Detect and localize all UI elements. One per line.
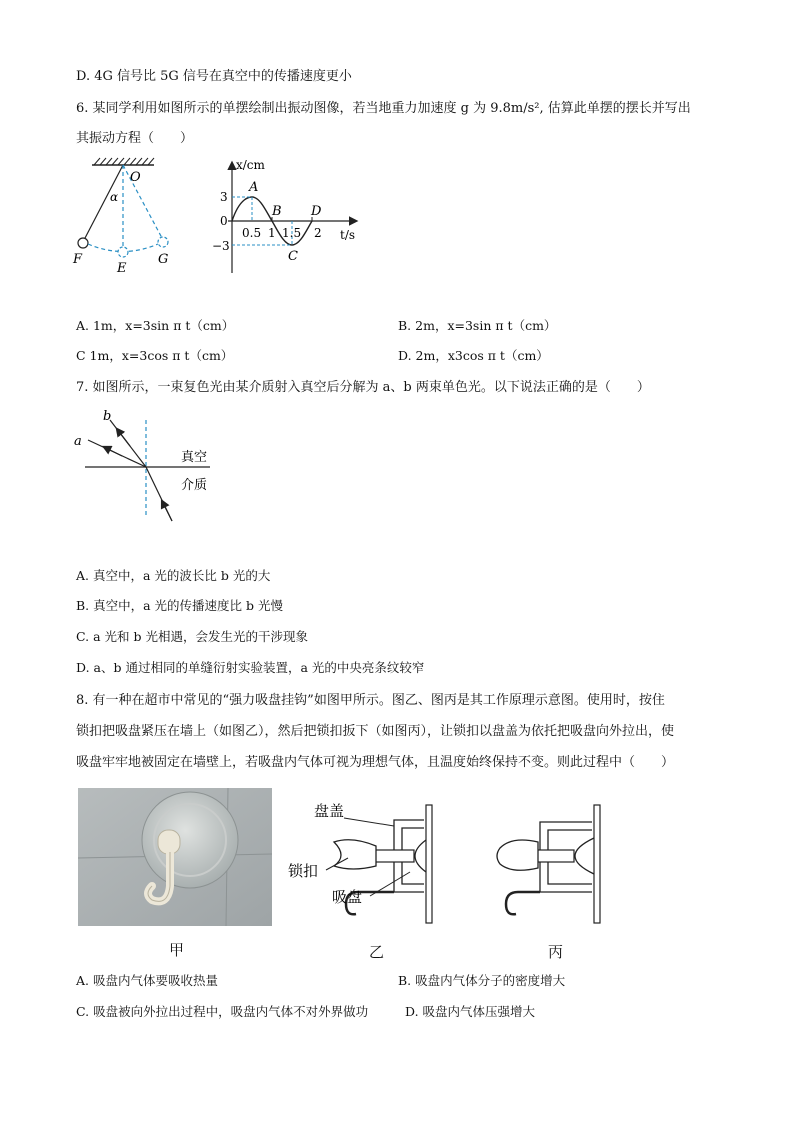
q6-stem-line2: 其振动方程（ ）: [76, 131, 194, 146]
label-g: G: [158, 252, 169, 267]
label-pangai: 盘盖: [314, 802, 345, 820]
caption-yi: 乙: [369, 943, 385, 961]
q5-option-d: D. 4G 信号比 5G 信号在真空中的传播速度更小: [76, 69, 352, 84]
medium-label: 介质: [181, 478, 208, 493]
pendulum-figure: [70, 155, 190, 280]
refraction-figure: [70, 405, 220, 525]
q7-option-b[interactable]: B. 真空中，a 光的传播速度比 b 光慢: [76, 598, 284, 613]
y-axis-label: x/cm: [236, 158, 265, 172]
q7-option-c[interactable]: C. a 光和 b 光相遇，会发生光的干涉现象: [76, 629, 308, 644]
caption-bing: 丙: [548, 943, 564, 961]
q6-option-a[interactable]: A. 1m，x=3sin π t（cm）: [76, 318, 235, 333]
q8-stem-line1: 8. 有一种在超市中常见的“强力吸盘挂钩”如图甲所示。图乙、图丙是其工作原理示意图。使用时，按住: [76, 693, 665, 708]
tick-t05: 0.5: [242, 226, 262, 240]
point-b-label: B: [272, 204, 282, 219]
tick-t2: 2: [314, 226, 322, 240]
label-suokou: 锁扣: [288, 862, 319, 880]
diagram-yi: [286, 800, 446, 935]
label-xipan: 吸盘: [332, 888, 363, 906]
diagram-bing: [486, 800, 616, 935]
q8-option-a[interactable]: A. 吸盘内气体要吸收热量: [76, 973, 218, 988]
ray-b-label: b: [103, 409, 112, 424]
q7-option-a[interactable]: A. 真空中，a 光的波长比 b 光的大: [76, 568, 271, 583]
q6-option-b[interactable]: B. 2m，x=3sin π t（cm）: [398, 318, 557, 333]
suction-hook-photo: [78, 788, 272, 926]
q8-option-c[interactable]: C. 吸盘被向外拉出过程中，吸盘内气体不对外界做功: [76, 1004, 369, 1019]
tick-y3: 3: [220, 190, 228, 204]
tick-y0: 0: [220, 214, 228, 228]
caption-jia: 甲: [169, 941, 185, 959]
q8-stem-line3: 吸盘牢牢地被固定在墙壁上，若吸盘内气体可视为理想气体，且温度始终保持不变。则此过程中（ ）: [76, 755, 675, 770]
label-alpha: α: [110, 190, 119, 204]
q8-option-b[interactable]: B. 吸盘内气体分子的密度增大: [398, 973, 566, 988]
q7-stem: 7. 如图所示，一束复色光由某介质射入真空后分解为 a、b 两束单色光。以下说法正确的是（ ）: [76, 380, 650, 395]
q6-option-c[interactable]: C 1m，x=3cos π t（cm）: [76, 348, 234, 363]
point-a-label: A: [249, 180, 259, 195]
q7-option-d[interactable]: D. a、b 通过相同的单缝衍射实验装置，a 光的中央亮条纹较窄: [76, 660, 425, 675]
vibration-graph: [210, 155, 370, 280]
q6-stem-line1: 6. 某同学利用如图所示的单摆绘制出振动图像，若当地重力加速度 g 为 9.8m/s², 估算此单摆的摆长并写出: [76, 101, 691, 116]
ray-a-label: a: [74, 434, 82, 449]
t-axis-label: t/s: [340, 228, 356, 242]
q6-option-d[interactable]: D. 2m，x3cos π t（cm）: [398, 348, 549, 363]
q8-stem-line2: 锁扣把吸盘紧压在墙上（如图乙），然后把锁扣扳下（如图丙），让锁扣以盘盖为依托把吸盘向外拉出，使: [76, 724, 675, 739]
tick-t1: 1: [268, 226, 276, 240]
tick-t15: 1.5: [282, 226, 302, 240]
q8-option-d[interactable]: D. 吸盘内气体压强增大: [405, 1004, 536, 1019]
vacuum-label: 真空: [181, 450, 208, 465]
tick-yneg3: −3: [212, 239, 230, 253]
point-d-label: D: [311, 204, 322, 219]
point-c-label: C: [288, 249, 298, 264]
label-e: E: [117, 261, 127, 276]
label-o: O: [130, 170, 141, 185]
label-f: F: [73, 252, 83, 267]
